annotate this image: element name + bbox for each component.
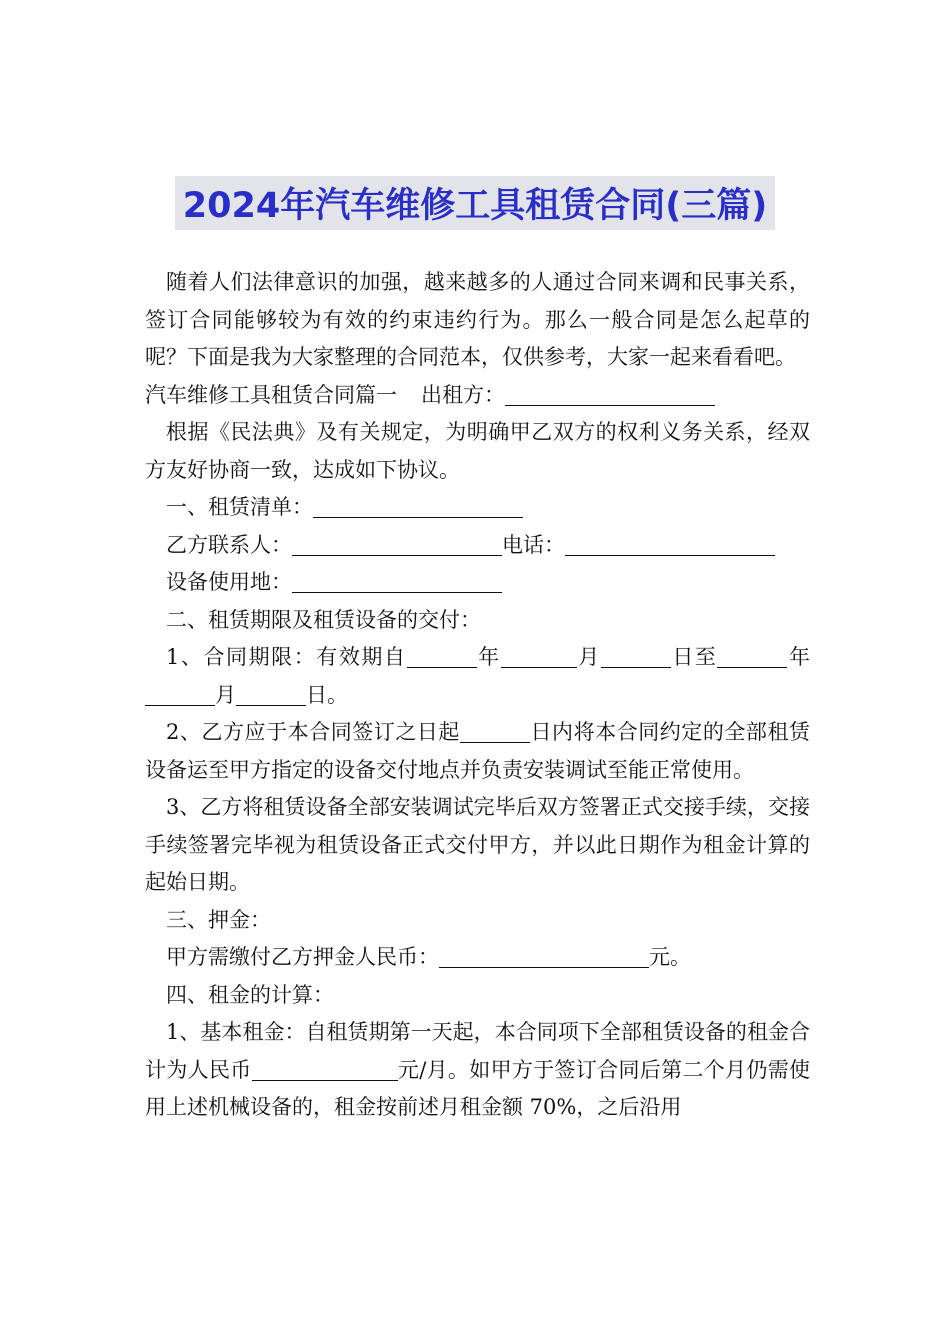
deposit-unit: 元。	[649, 945, 691, 969]
deposit-label: 甲方需缴付乙方押金人民币：	[166, 945, 439, 969]
year-label: 年	[476, 645, 501, 669]
end-year-label: 年	[787, 645, 811, 669]
delivery-text-b: 日内将本合同约定的全部租赁设备运至甲方指定的设备交付地点并负责安装调试至能正常使用。	[145, 720, 810, 782]
term-paragraph	[145, 639, 810, 714]
title-area	[0, 176, 950, 230]
rent-text-b: 元/月。如甲方于签订合同后第二个月仍需使用上述机械设备的，租金按前述月租金额 70%，之后沿用	[145, 1057, 811, 1119]
rent-amount-blank	[252, 1058, 398, 1081]
delivery-text-a: 2、乙方应于本合同签订之日起	[166, 720, 460, 744]
rent-paragraph	[145, 1014, 810, 1127]
term-label: 1、合同期限：有效期自	[166, 645, 407, 669]
start-year-blank	[407, 645, 477, 668]
contract-heading-line	[145, 377, 810, 415]
site-blank	[292, 570, 502, 593]
phone-blank	[565, 533, 775, 556]
intro-paragraph: 随着人们法律意识的加强，越来越多的人通过合同来调和民事关系，签订合同能够较为有效的约束违约行为。那么一般合同是怎么起草的呢？下面是我为大家整理的合同范本，仅供参考，大家一起来看看吧。	[145, 270, 810, 369]
contact-label: 乙方联系人：	[166, 532, 292, 557]
document-title: 2024年汽车维修工具租赁合同(三篇)	[175, 176, 775, 230]
lease-list-label: 一、租赁清单：	[166, 495, 313, 519]
phone-label: 电话：	[502, 532, 565, 557]
lease-list-line	[145, 489, 810, 527]
end-year-blank	[717, 645, 787, 668]
contact-blank	[292, 533, 502, 556]
lessor-blank	[505, 383, 715, 406]
lessor-label: 出租方：	[421, 382, 505, 407]
end-day-blank	[236, 683, 306, 706]
delivery-days-blank	[460, 720, 530, 743]
contract-section-label: 汽车维修工具租赁合同篇一	[145, 382, 397, 407]
start-day-blank	[601, 645, 671, 668]
rent-text-a: 1、基本租金：自租赁期第一天起，本合同项下全部租赁设备的租金合计为人民币	[145, 1020, 810, 1082]
site-label: 设备使用地：	[166, 570, 292, 594]
deposit-line	[145, 939, 810, 977]
document-body	[145, 264, 810, 1127]
month-label: 月	[576, 645, 601, 669]
end-day-label: 日。	[306, 682, 348, 707]
section-4-heading: 四、租金的计算：	[166, 982, 334, 1007]
start-month-blank	[501, 645, 577, 668]
end-month-label: 月	[215, 682, 236, 707]
lease-list-blank	[313, 495, 523, 518]
site-line	[145, 564, 810, 602]
end-month-blank	[145, 683, 215, 706]
handover-paragraph: 3、乙方将租赁设备全部安装调试完毕后双方签署正式交接手续，交接手续签署完毕视为租赁设备正式交付甲方，并以此日期作为租金计算的起始日期。	[145, 795, 810, 894]
deposit-blank	[439, 945, 649, 968]
basis-paragraph: 根据《民法典》及有关规定，为明确甲乙双方的权利义务关系，经双方友好协商一致，达成如下协议。	[145, 420, 810, 482]
section-3-heading: 三、押金：	[166, 907, 271, 932]
contact-line	[145, 527, 810, 565]
delivery-paragraph	[145, 714, 810, 789]
day-to-label: 日至	[670, 645, 718, 669]
section-2-heading: 二、租赁期限及租赁设备的交付：	[166, 607, 481, 632]
